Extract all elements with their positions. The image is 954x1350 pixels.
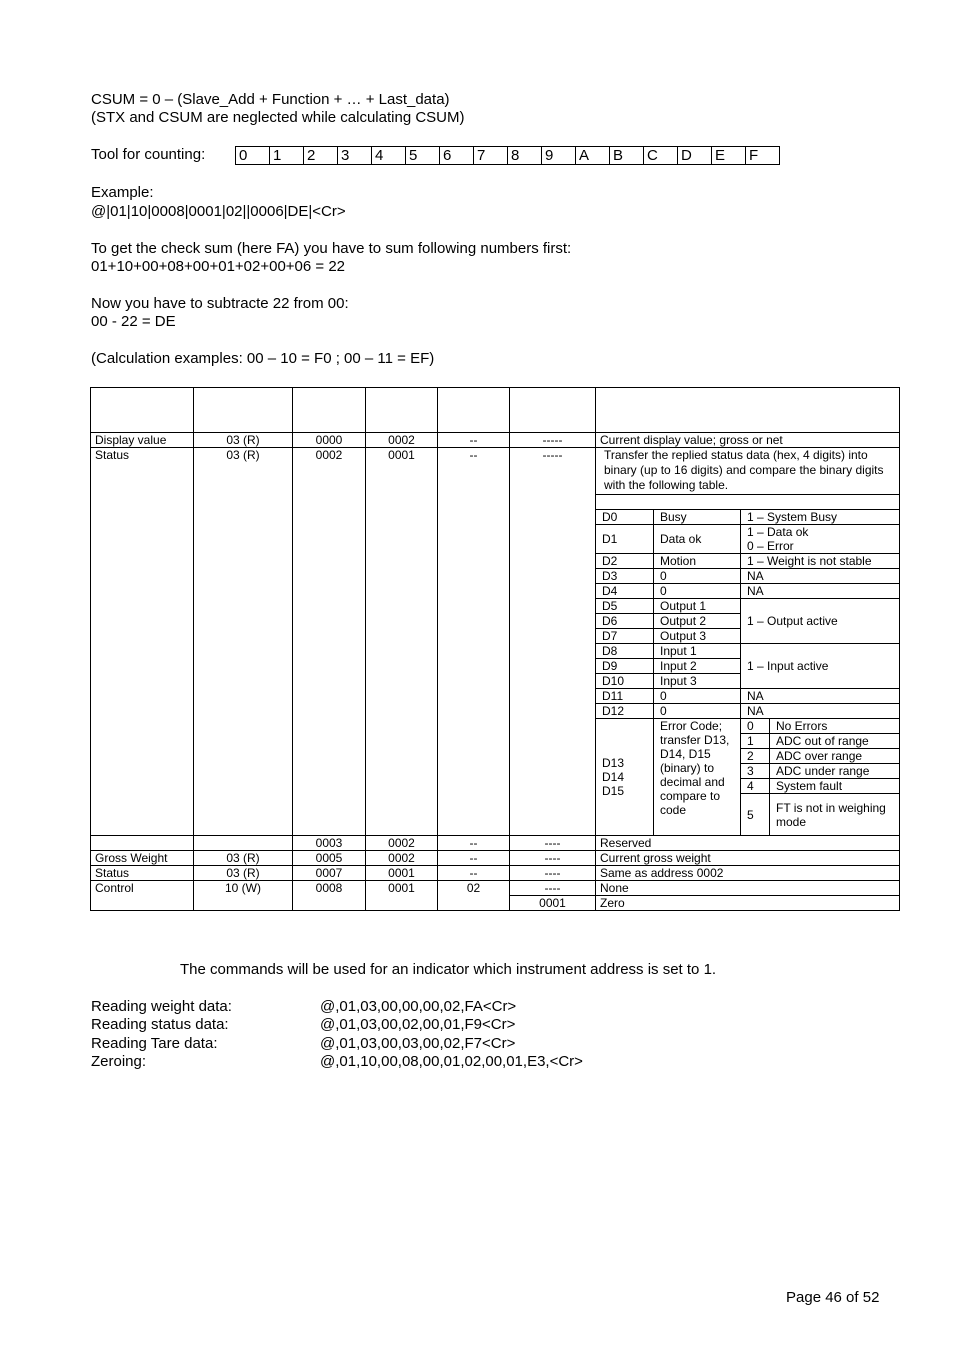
cell-name: Display value bbox=[91, 433, 194, 448]
bit-name: Input 2 bbox=[654, 659, 741, 674]
csum-note: (STX and CSUM are neglected while calculating CSUM) bbox=[91, 109, 465, 126]
csum-formula: CSUM = 0 – (Slave_Add + Function + … + Last_data) bbox=[91, 91, 450, 108]
code-num: 1 bbox=[741, 734, 770, 749]
cell-data: -- bbox=[438, 836, 510, 851]
table-row bbox=[91, 881, 900, 896]
bit-id: D5 bbox=[596, 599, 654, 614]
cell-func: 03 (R) bbox=[194, 433, 293, 448]
table-row bbox=[91, 433, 900, 448]
subtract-intro: Now you have to subtracte 22 from 00: bbox=[91, 295, 349, 312]
cell-name: Gross Weight bbox=[91, 851, 194, 866]
tool-cell: 2 bbox=[304, 147, 338, 165]
command-value: @,01,03,00,00,00,02,FA<Cr> bbox=[320, 998, 517, 1015]
table-row bbox=[91, 851, 900, 866]
bit-name: 0 bbox=[654, 689, 741, 704]
bit-id: D2 bbox=[596, 554, 654, 569]
bit-name: Output 1 bbox=[654, 599, 741, 614]
bit-desc: NA bbox=[741, 584, 900, 599]
cell-dash: ---- bbox=[510, 836, 596, 851]
command-label: Reading status data: bbox=[91, 1016, 229, 1033]
code-desc: No Errors bbox=[770, 719, 900, 734]
bit-desc: 1 – System Busy bbox=[741, 510, 900, 525]
tool-cell: E bbox=[712, 147, 746, 165]
tool-cell: B bbox=[610, 147, 644, 165]
code-desc: FT is not in weighing mode bbox=[770, 794, 900, 836]
cell-dash: ---- bbox=[510, 881, 596, 896]
tool-cell: F bbox=[746, 147, 780, 165]
cell-func: 03 (R) bbox=[194, 866, 293, 881]
cell-desc: Current display value; gross or net bbox=[596, 433, 900, 448]
subtract-value: 00 - 22 = DE bbox=[91, 313, 176, 330]
code-desc: ADC under range bbox=[770, 764, 900, 779]
command-value: @,01,03,00,03,00,02,F7<Cr> bbox=[320, 1035, 516, 1052]
bit-name: Input 3 bbox=[654, 674, 741, 689]
output-desc: 1 – Output active bbox=[741, 599, 900, 644]
cell-data: -- bbox=[438, 851, 510, 866]
cell-func: 10 (W) bbox=[194, 881, 293, 911]
cell-data: -- bbox=[438, 448, 510, 836]
bit-desc: 1 – Data ok 0 – Error bbox=[741, 525, 900, 554]
bit-id: D1 bbox=[596, 525, 654, 554]
cell-name: Status bbox=[91, 448, 194, 836]
cell-len: 0002 bbox=[366, 433, 438, 448]
code-desc: ADC over range bbox=[770, 749, 900, 764]
tool-cell: 5 bbox=[406, 147, 440, 165]
cell-dash: ----- bbox=[510, 448, 596, 836]
bit-id: D12 bbox=[596, 704, 654, 719]
code-desc: System fault bbox=[770, 779, 900, 794]
bit-name: Output 2 bbox=[654, 614, 741, 629]
cell-dash: ---- bbox=[510, 866, 596, 881]
tool-cell: 0 bbox=[236, 147, 270, 165]
table-row bbox=[91, 836, 900, 851]
error-code-label: Error Code; transfer D13, D14, D15 (binary) to decimal and compare to code bbox=[654, 719, 741, 836]
cell-data: -- bbox=[438, 433, 510, 448]
tool-cell: 1 bbox=[270, 147, 304, 165]
bit-id: D7 bbox=[596, 629, 654, 644]
code-num: 3 bbox=[741, 764, 770, 779]
code-num: 5 bbox=[741, 794, 770, 836]
cell-desc: Same as address 0002 bbox=[596, 866, 900, 881]
cell-data: -- bbox=[438, 866, 510, 881]
cell-desc: None bbox=[596, 881, 900, 896]
error-bits: D13 D14 D15 bbox=[596, 719, 654, 836]
tool-cell: 6 bbox=[440, 147, 474, 165]
bit-id: D3 bbox=[596, 569, 654, 584]
status-desc: Transfer the replied status data (hex, 4 digits) into binary (up to 16 digits) and compare the binary digits with the following table. bbox=[604, 448, 884, 492]
command-label: Reading Tare data: bbox=[91, 1035, 218, 1052]
header-row bbox=[91, 388, 900, 433]
input-desc: 1 – Input active bbox=[741, 644, 900, 689]
cell-desc: Reserved bbox=[596, 836, 900, 851]
tool-cell: 8 bbox=[508, 147, 542, 165]
bit-name: Motion bbox=[654, 554, 741, 569]
cell-addr: 0002 bbox=[293, 448, 366, 836]
cell-desc: Current gross weight bbox=[596, 851, 900, 866]
cell-func: 03 (R) bbox=[194, 851, 293, 866]
cell-len: 0001 bbox=[366, 881, 438, 911]
cell-len: 0002 bbox=[366, 836, 438, 851]
tool-cell: 7 bbox=[474, 147, 508, 165]
cell-len: 0002 bbox=[366, 851, 438, 866]
cell-func: 03 (R) bbox=[194, 448, 293, 836]
bit-id: D9 bbox=[596, 659, 654, 674]
bit-desc: NA bbox=[741, 689, 900, 704]
tool-cell: A bbox=[576, 147, 610, 165]
cell-addr: 0008 bbox=[293, 881, 366, 911]
cell-name: Control bbox=[91, 881, 194, 911]
cell-len: 0001 bbox=[366, 448, 438, 836]
page-number: Page 46 of 52 bbox=[786, 1289, 880, 1306]
command-label: Reading weight data: bbox=[91, 998, 232, 1015]
bit-name: Busy bbox=[654, 510, 741, 525]
commands-intro: The commands will be used for an indicator which instrument address is set to 1. bbox=[180, 961, 717, 978]
bit-id: D11 bbox=[596, 689, 654, 704]
cell-addr: 0000 bbox=[293, 433, 366, 448]
tool-cell: 9 bbox=[542, 147, 576, 165]
status-desc-cell bbox=[596, 448, 900, 836]
status-row bbox=[91, 448, 900, 836]
code-num: 2 bbox=[741, 749, 770, 764]
bit-id: D10 bbox=[596, 674, 654, 689]
bit-id: D6 bbox=[596, 614, 654, 629]
code-num: 0 bbox=[741, 719, 770, 734]
command-value: @,01,03,00,02,00,01,F9<Cr> bbox=[320, 1016, 516, 1033]
bit-name: Data ok bbox=[654, 525, 741, 554]
bit-id: D4 bbox=[596, 584, 654, 599]
tool-cell: 3 bbox=[338, 147, 372, 165]
bit-id: D0 bbox=[596, 510, 654, 525]
sum-intro: To get the check sum (here FA) you have to sum following numbers first: bbox=[91, 240, 572, 257]
bit-desc: NA bbox=[741, 704, 900, 719]
command-label: Zeroing: bbox=[91, 1053, 147, 1070]
cell-value: 0001 bbox=[510, 896, 596, 911]
cell-desc: Zero bbox=[596, 896, 900, 911]
bit-id: D8 bbox=[596, 644, 654, 659]
register-table bbox=[90, 387, 900, 911]
bit-name: 0 bbox=[654, 704, 741, 719]
cell-addr: 0003 bbox=[293, 836, 366, 851]
cell-addr: 0005 bbox=[293, 851, 366, 866]
tool-cell: D bbox=[678, 147, 712, 165]
bit-name: 0 bbox=[654, 584, 741, 599]
code-num: 4 bbox=[741, 779, 770, 794]
bit-name: Input 1 bbox=[654, 644, 741, 659]
cell-dash: ---- bbox=[510, 851, 596, 866]
bit-name: 0 bbox=[654, 569, 741, 584]
status-bits-table bbox=[595, 494, 900, 836]
bit-name: Output 3 bbox=[654, 629, 741, 644]
tool-cell: 4 bbox=[372, 147, 406, 165]
cell-dash: ----- bbox=[510, 433, 596, 448]
code-desc: ADC out of range bbox=[770, 734, 900, 749]
command-value: @,01,10,00,08,00,01,02,00,01,E3,<Cr> bbox=[320, 1053, 583, 1070]
cell-len: 0001 bbox=[366, 866, 438, 881]
calc-examples: (Calculation examples: 00 – 10 = F0 ; 00 – 11 = EF) bbox=[91, 350, 435, 367]
bit-desc: NA bbox=[741, 569, 900, 584]
bit-desc: 1 – Weight is not stable bbox=[741, 554, 900, 569]
example-value: @|01|10|0008|0001|02||0006|DE|<Cr> bbox=[91, 203, 346, 220]
table-row bbox=[91, 866, 900, 881]
example-label: Example: bbox=[91, 184, 154, 201]
tool-cell: C bbox=[644, 147, 678, 165]
cell-name: Status bbox=[91, 866, 194, 881]
cell-data: 02 bbox=[438, 881, 510, 911]
sum-value: 01+10+00+08+00+01+02+00+06 = 22 bbox=[91, 258, 346, 275]
tool-label: Tool for counting: bbox=[91, 146, 206, 163]
counting-tool-table bbox=[235, 146, 780, 165]
cell-addr: 0007 bbox=[293, 866, 366, 881]
